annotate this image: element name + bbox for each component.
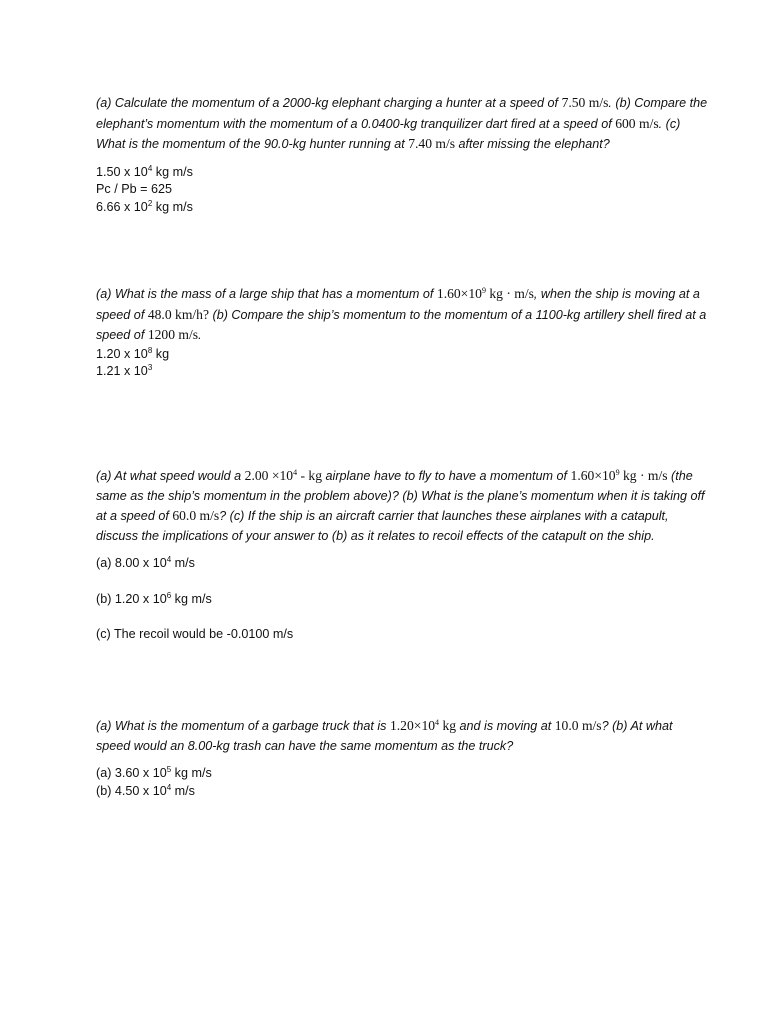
problem-4-question: (a) What is the momentum of a garbage truck that is $1.20\times 10^4$ kg and is moving at 10.0 m/s? (b) At what speed would an 8.00-kg trash can have the same momentum as the truck? [96,718,673,753]
problem-3 [96,466,708,644]
problem-4 [96,716,708,800]
problem-3-answer-c: (c) The recoil would be -0.0100 m/s [96,627,294,641]
problem-3-question: (a) At what speed would a $2.00 \times 10^4$ - kg airplane have to fly to have a momentum of $1.60\times 10^9$ kg · m/s (the same as the ship’s momentum in the problem above)? (b) What is the plane’s momentum when it is taking off at a speed of 60.0 m/s? (c) If the ship is an aircraft carrier that launches these airplanes with a catapult, discuss the implications of your answer to (b) as it relates to recoil effects of the catapult on the ship. [96,468,705,543]
problem-1-answer-b: Pc / Pb = 625 [96,182,172,196]
problem-3-answer-b: (b) 1.20 x $10^6$ kg m/s [96,590,212,606]
problem-1-answer-a: 1.50 x $10^4$ kg m/s [96,163,193,179]
problem-2-question: (a) What is the mass of a large ship that has a momentum of $1.60\times 10^9$ kg · m/s, when the ship is moving at a speed of 48.0 km/h? (b) Compare the ship’s momentum to the momentum of a 1100-kg artillery shell fired at a speed of 1200 m/s. [96,286,707,342]
problem-1 [96,93,708,216]
problem-4-answer-b: (b) 4.50 x $10^4$ m/s [96,782,195,798]
problem-1-question: (a) Calculate the momentum of a 2000-kg elephant charging a hunter at a speed of 7.50 m/s. (b) Compare the elephant’s momentum with the momentum of a 0.0400-kg tranquilizer dart fired at a speed of 600 m/s. (c) What is the momentum of the 90.0-kg hunter running at 7.40 m/s after missing the elephant? [96,95,708,151]
problem-3-answer-a: (a) 8.00 x $10^4$ m/s [96,555,195,570]
problem-1-answer-c: 6.66 x $10^2$ kg m/s [96,198,193,214]
problem-2 [96,284,708,381]
problem-2-answer-b: 1.21 x $10^3$ [96,363,153,378]
problem-2-answer-a: 1.20 x $10^8$ kg [96,345,170,361]
problem-4-answer-a: (a) 3.60 x $10^5$ kg m/s [96,765,212,780]
